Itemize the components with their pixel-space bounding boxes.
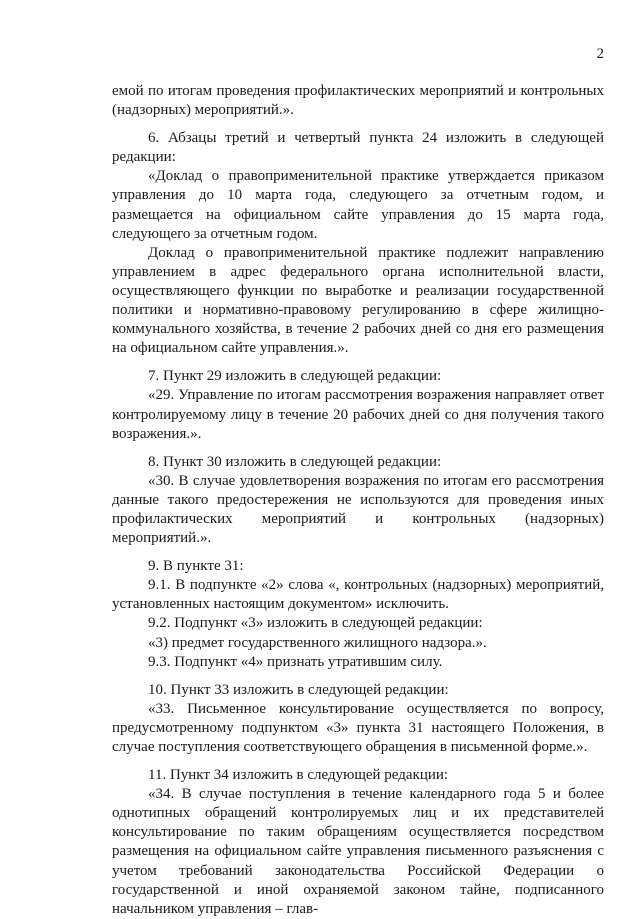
paragraph-item-10-text: «33. Письменное консультирование осуществляется по вопросу, предусмотренному подпунктом «3» пункта 31 настоящего Положения, в случае поступления соответствующего обращения в письменной форме.». bbox=[112, 700, 604, 755]
paragraph-item-6-text-2: Доклад о правоприменительной практике подлежит направлению управлением в адрес федерального органа исполнительной власти, осуществляющего функции по выработке и реализации государственной политики и нормативно-правовому регулированию в сфере жилищно-коммунального хозяйства, в течение 2 рабочих дней со дня его размещения на официальном сайте управления.». bbox=[112, 244, 604, 357]
paragraph-item-7-text: «29. Управление по итогам рассмотрения возражения направляет ответ контролируемому лицу в течение 20 рабочих дней со дня получения такого возражения.». bbox=[112, 387, 604, 442]
paragraph-item-9-2: 9.2. Подпункт «3» изложить в следующей редакции: bbox=[148, 615, 483, 632]
paragraph-item-6: 6. Абзацы третий и четвертый пункта 24 изложить в следующей редакции: bbox=[112, 130, 604, 166]
paragraph-item-9-3: 9.3. Подпункт «4» признать утратившим силу. bbox=[148, 653, 443, 670]
paragraph-item-11-text: «34. В случае поступления в течение календарного года 5 и более однотипных обращений контролируемых лиц и их представителей консультирование по таким обращениям осуществляется посредством размещения на официальном сайте управления письменного разъяснения с учетом требований законодательства Российской Федерации о государственной и иной охраняемой законом тайне, подписанного начальником управления – глав- bbox=[112, 786, 604, 917]
paragraph-item-8-text: «30. В случае удовлетворения возражения по итогам его рассмотрения данные такого предостережения не используются для проведения иных профилактических мероприятий и контрольных (надзорных) мероприятий.». bbox=[112, 472, 604, 547]
paragraph-item-8: 8. Пункт 30 изложить в следующей редакции: bbox=[148, 453, 442, 470]
paragraph-continuation: емой по итогам проведения профилактических мероприятий и контрольных (надзорных) мероприятий.». bbox=[112, 83, 604, 119]
paragraph-item-10: 10. Пункт 33 изложить в следующей редакции: bbox=[148, 681, 449, 698]
document-body bbox=[112, 82, 604, 919]
paragraph-item-11: 11. Пункт 34 изложить в следующей редакции: bbox=[148, 767, 449, 784]
paragraph-item-9: 9. В пункте 31: bbox=[148, 558, 244, 575]
paragraph-item-9-1: 9.1. В подпункте «2» слова «, контрольных (надзорных) мероприятий, установленных настоящим документом» исключить. bbox=[112, 577, 604, 613]
page-number: 2 bbox=[596, 46, 604, 62]
paragraph-item-6-text-1: «Доклад о правоприменительной практике утверждается приказом управления до 10 марта года, следующего за отчетным годом, и размещается на официальном сайте управления до 15 марта года, следующего за отчетным годом. bbox=[112, 168, 604, 242]
paragraph-item-9-2-text: «3) предмет государственного жилищного надзора.». bbox=[148, 634, 487, 651]
paragraph-item-7: 7. Пункт 29 изложить в следующей редакции: bbox=[148, 368, 442, 385]
